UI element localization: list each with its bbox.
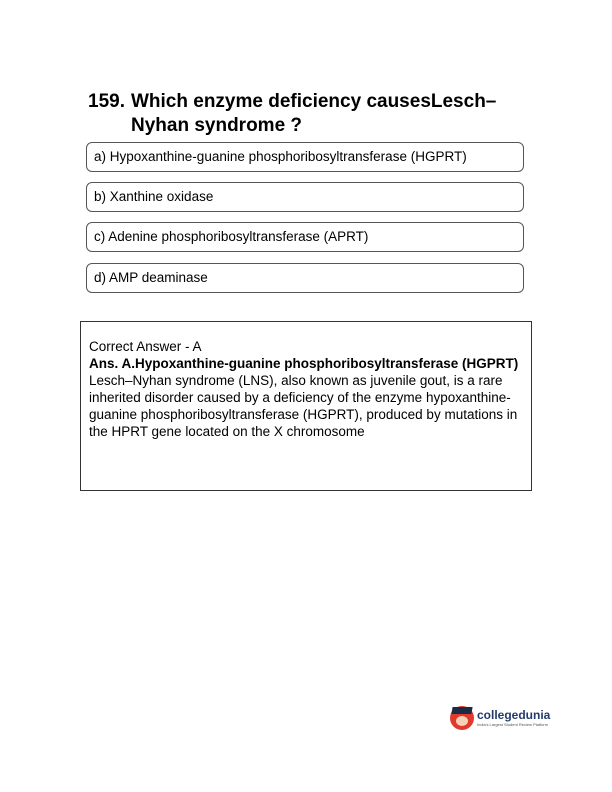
correct-answer-label: Correct Answer - A <box>89 339 202 354</box>
option-d[interactable]: d) AMP deaminase <box>86 263 524 293</box>
option-b[interactable]: b) Xanthine oxidase <box>86 182 524 212</box>
answer-explanation: Lesch–Nyhan syndrome (LNS), also known as juvenile gout, is a rare inherited disorder caused by a deficiency of the enzyme hypoxanthine-guanine phosphoribosyltransferase (HGPRT), produced by mutations in the HPRT gene located on the X chromosome <box>89 373 518 439</box>
answer-heading: Ans. A.Hypoxanthine-guanine phosphoribosyltransferase (HGPRT) <box>89 356 519 371</box>
question-heading <box>88 90 548 138</box>
option-c[interactable]: c) Adenine phosphoribosyltransferase (APRT) <box>86 222 524 252</box>
collegedunia-logo <box>450 706 550 730</box>
option-a[interactable]: a) Hypoxanthine-guanine phosphoribosyltransferase (HGPRT) <box>86 142 524 172</box>
answer-box <box>80 321 532 491</box>
logo-tagline: India's Largest Student Review Platform <box>477 722 549 727</box>
question-number: 159. <box>88 91 125 112</box>
question-text: Which enzyme deficiency causesLesch–Nyhan syndrome ? <box>130 91 497 136</box>
logo-name: collegedunia <box>477 708 551 722</box>
graduate-mascot-icon <box>450 706 474 730</box>
